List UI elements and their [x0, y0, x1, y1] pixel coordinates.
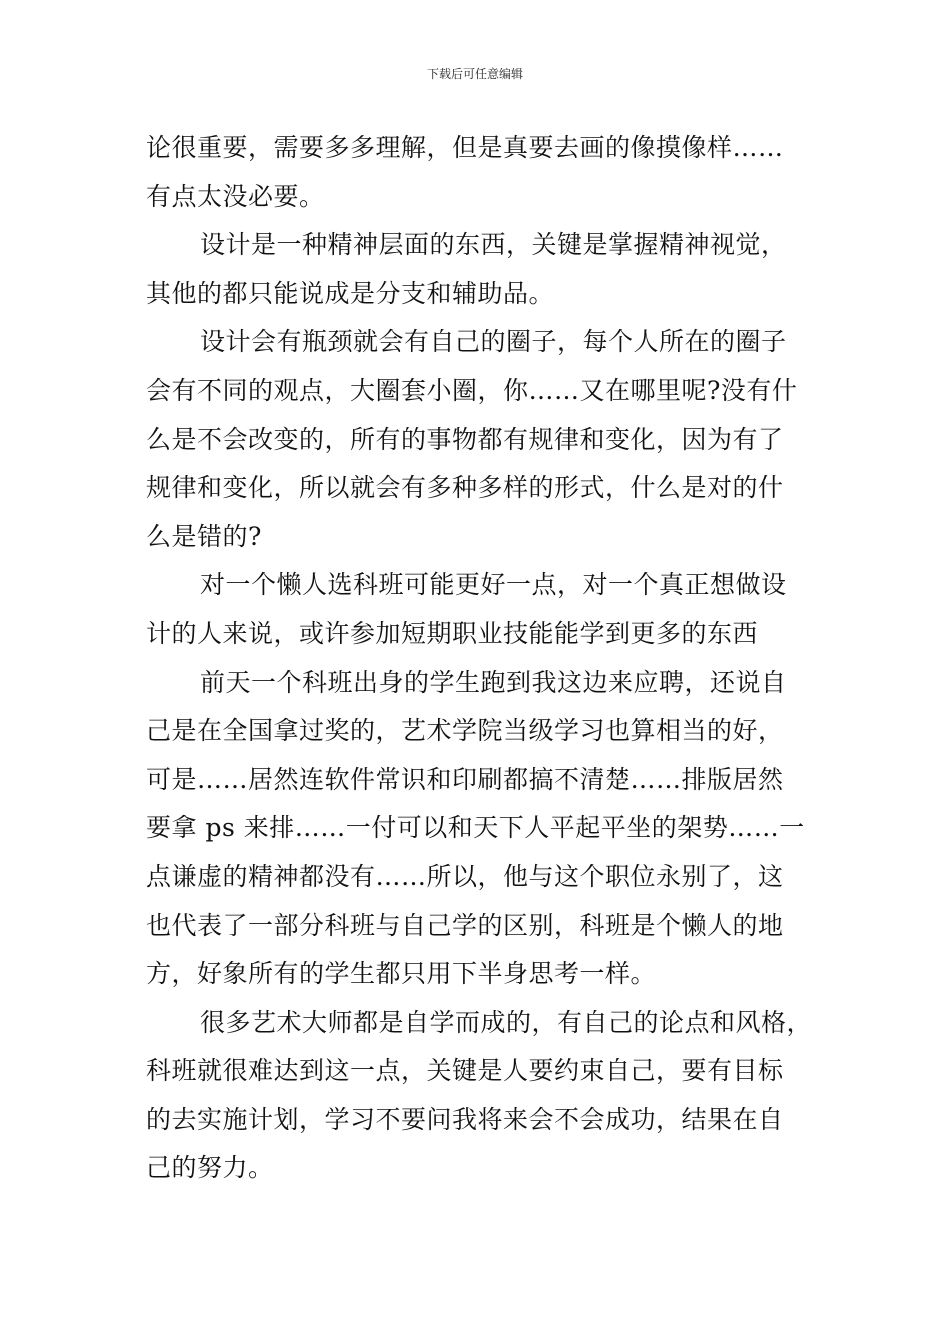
text-line: 己是在全国拿过奖的，艺术学院当级学习也算相当的好， [146, 716, 784, 746]
text-line: 己的努力。 [146, 1153, 274, 1183]
paragraph-first-line: 设计是一种精神层面的东西，关键是掌握精神视觉， [200, 230, 787, 260]
paragraph-first-line: 前天一个科班出身的学生跑到我这边来应聘，还说自 [200, 667, 787, 697]
text-line: 科班就很难达到这一点，关键是人要约束自己，要有目标 [146, 1056, 784, 1086]
text-line: 点谦虚的精神都没有……所以，他与这个职位永别了，这 [146, 861, 784, 891]
text-line: 要拿 ps 来排……一付可以和天下人平起平坐的架势……一 [146, 813, 805, 843]
text-line: 其他的都只能说成是分支和辅助品。 [146, 278, 555, 308]
paragraph-first-line: 对一个懒人选科班可能更好一点，对一个真正想做设 [200, 570, 787, 600]
text-line: 可是……居然连软件常识和印刷都搞不清楚……排版居然 [146, 764, 784, 794]
text-line: 么是错的? [146, 521, 262, 551]
page-header: 下载后可任意编辑 [426, 67, 523, 81]
paragraph-first-line: 设计会有瓶颈就会有自己的圈子，每个人所在的圈子 [200, 327, 787, 357]
text-line: 规律和变化，所以就会有多种多样的形式，什么是对的什 [146, 473, 784, 503]
text-line: 也代表了一部分科班与自己学的区别，科班是个懒人的地 [146, 910, 784, 940]
text-line: 有点太没必要。 [146, 181, 325, 211]
text-line: 的去实施计划，学习不要问我将来会不会成功，结果在自 [146, 1104, 784, 1134]
paragraph-first-line: 很多艺术大师都是自学而成的，有自己的论点和风格， [200, 1007, 813, 1037]
text-line: 论很重要，需要多多理解，但是真要去画的像摸像样…… [146, 133, 784, 162]
text-line: 计的人来说，或许参加短期职业技能能学到更多的东西 [146, 618, 759, 648]
text-line: 么是不会改变的，所有的事物都有规律和变化，因为有了 [146, 424, 784, 454]
text-line: 会有不同的观点，大圈套小圈，你……又在哪里呢?没有什 [146, 375, 798, 405]
body-text [146, 124, 814, 1193]
text-line: 方，好象所有的学生都只用下半身思考一样。 [146, 959, 657, 989]
